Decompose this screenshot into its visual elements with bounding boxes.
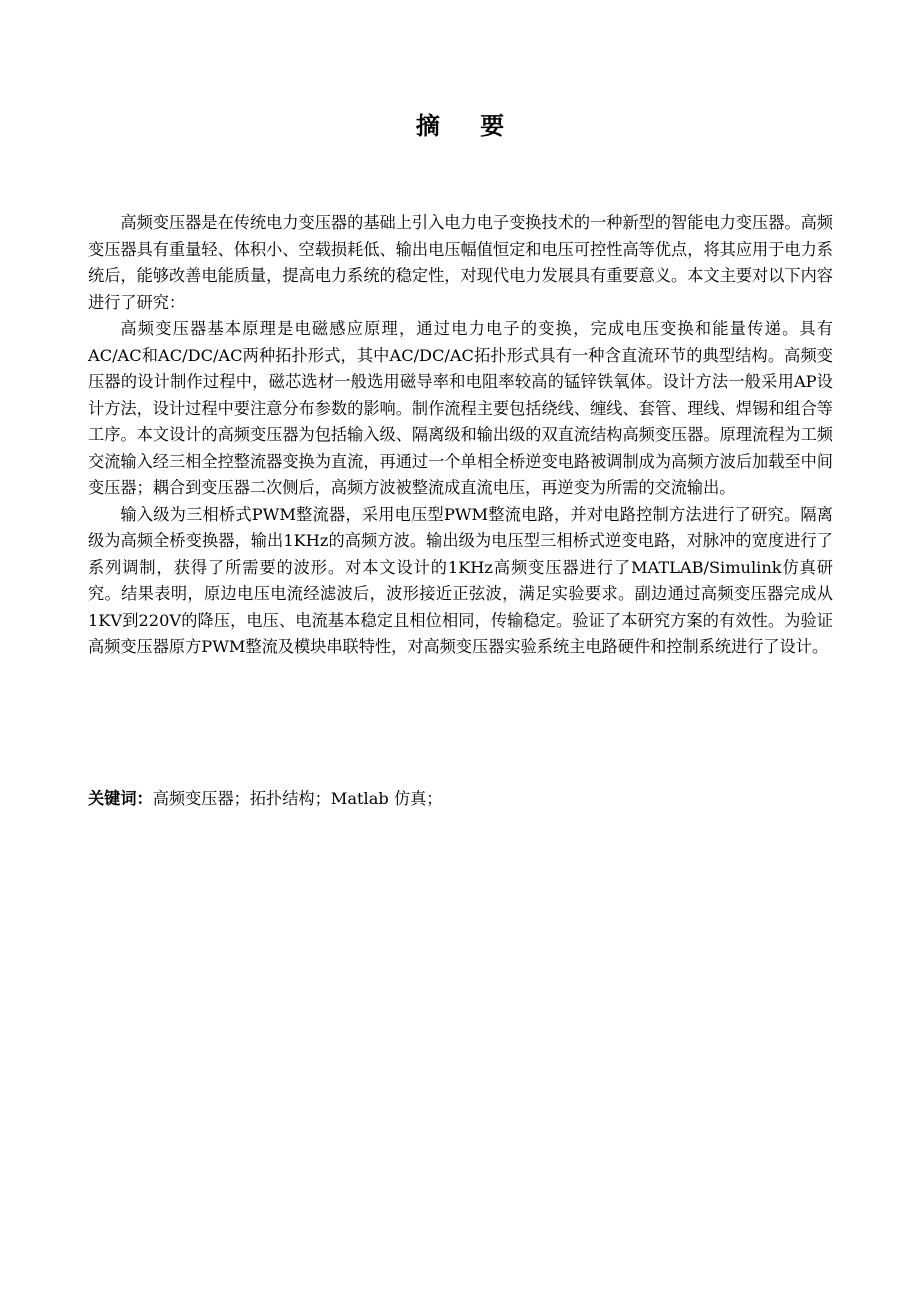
keywords-text: 高频变压器；拓扑结构；Matlab 仿真； [152, 789, 443, 808]
keywords-label: 关键词： [88, 789, 153, 808]
page-title: 摘 要 [415, 111, 521, 140]
abstract-body [88, 210, 833, 661]
abstract-paragraph: 高频变压器基本原理是电磁感应原理，通过电力电子的变换，完成电压变换和能量传递。具有AC/AC和AC/DC/AC两种拓扑形式，其中AC/DC/AC拓扑形式具有一种含直流环节的典型结构。高频变压器的设计制作过程中，磁芯选材一般选用磁导率和电阻率较高的锰锌铁氧体。设计方法一般采用AP设计方法，设计过程中要注意分布参数的影响。制作流程主要包括绕线、缠线、套管、理线、焊锡和组合等工序。本文设计的高频变压器为包括输入级、隔离级和输出级的双直流结构高频变压器。原理流程为工频交流输入经三相全控整流器变换为直流，再通过一个单相全桥逆变电路被调制成为高频方波后加载至中间变压器；耦合到变压器二次侧后，高频方波被整流成直流电压，再逆变为所需的交流输出。 [88, 319, 833, 497]
abstract-paragraph: 输入级为三相桥式PWM整流器，采用电压型PWM整流电路，并对电路控制方法进行了研究。隔离级为高频全桥变换器，输出1KHz的高频方波。输出级为电压型三相桥式逆变电路，对脉冲的宽度进行了系列调制，获得了所需要的波形。对本文设计的1KHz高频变压器进行了MATLAB/Simulink仿真研究。结果表明，原边电压电流经滤波后，波形接近正弦波，满足实验要求。副边通过高频变压器完成从1KV到220V的降压，电压、电流基本稳定且相位相同，传输稳定。验证了本研究方案的有效性。为验证高频变压器原方PWM整流及模块串联特性，对高频变压器实验系统主电路硬件和控制系统进行了设计。 [88, 504, 833, 656]
keywords-line [88, 786, 833, 812]
abstract-paragraph: 高频变压器是在传统电力变压器的基础上引入电力电子变换技术的一种新型的智能电力变压器。高频变压器具有重量轻、体积小、空载损耗低、输出电压幅值恒定和电压可控性高等优点，将其应用于电力系统后，能够改善电能质量，提高电力系统的稳定性，对现代电力发展具有重要意义。本文主要对以下内容进行了研究： [88, 213, 833, 312]
